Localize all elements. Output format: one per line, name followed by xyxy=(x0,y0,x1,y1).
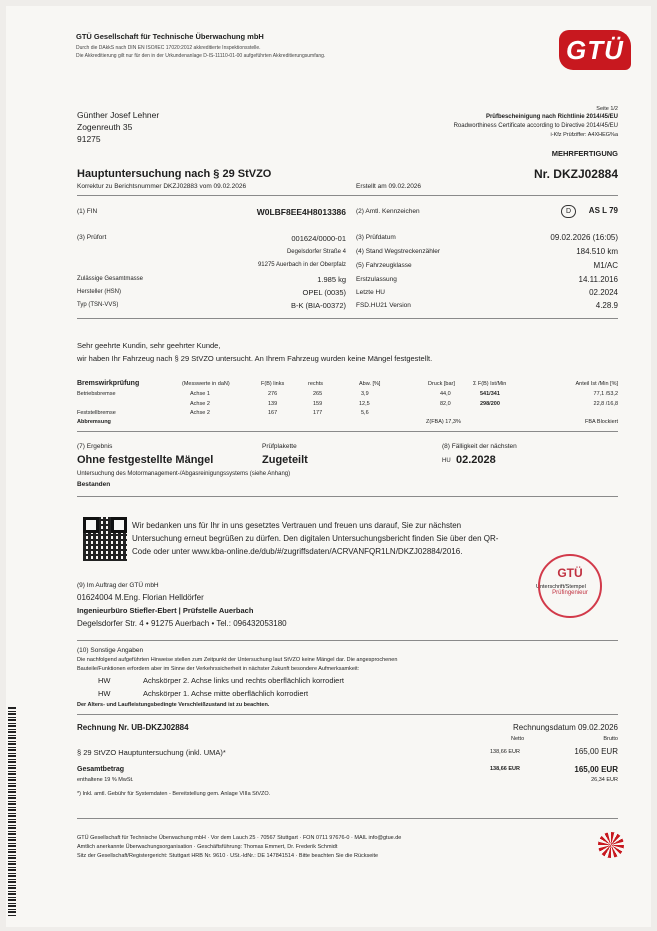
fba-value: FBA Blockiert xyxy=(584,419,618,425)
footer-line-3: Sitz der Gesellschaft/Registergericht: Stuttgart HRB Nr. 9610 · USt.-IdNr.: DE 147841514 · Bitte beachten Sie die Rückseite xyxy=(77,853,379,859)
thanks-line-2: Untersuchung erneut begrüßen zu dürfen. Den digitalen Untersuchungsbericht finden Sie über den QR- xyxy=(132,534,499,543)
note-1-text: Achskörper 2. Achse links und rechts oberflächlich korrodiert xyxy=(143,676,344,685)
brake-row-2-druck: 82,0 xyxy=(440,401,451,407)
divider xyxy=(77,318,618,319)
invoice-brutto-label: Brutto xyxy=(603,736,618,742)
brakes-col-links: F(B) links xyxy=(261,381,285,387)
abbremsung-label: Abbremsung xyxy=(77,419,111,425)
pruefort-id: 001624/0000-01 xyxy=(291,234,346,243)
erstzulassung-value: 14.11.2016 xyxy=(578,275,618,284)
footer-line-2: Amtlich anerkannte Überwachungsorganisation · Geschäftsführung: Thomas Emmert, Dr. Frederik Schmidt xyxy=(77,844,338,850)
document-page xyxy=(6,6,651,927)
inspector-address: Degelsdorfer Str. 4 • 91275 Auerbach • Tel.: 096432053180 xyxy=(77,619,287,628)
invoice-netto-label: Netto xyxy=(511,736,525,742)
license-plate xyxy=(561,205,576,218)
bestanden-label: Bestanden xyxy=(77,481,111,488)
recipient-street: Zogenreuth 35 xyxy=(77,122,133,132)
brakes-title: Bremswirkprüfung xyxy=(77,380,140,387)
certificate-title: Prüfbescheinigung nach Richtlinie 2014/45/EU xyxy=(485,114,618,120)
brake-row-1-anteil: 77,1 /53,2 xyxy=(593,391,618,397)
ergebnis-value: Ohne festgestellte Mängel xyxy=(77,454,214,466)
brakes-col-abw: Abw. [%] xyxy=(359,381,381,387)
brake-row-2-rechts: 159 xyxy=(313,401,323,407)
thanks-line-3[interactable]: Code oder unter www.kba-online.de/dub/#/zugriffsdaten/ACRVANFQR1LN/DKZJ02884/2016. xyxy=(132,547,463,556)
report-number: Nr. DKZJ02884 xyxy=(533,167,618,181)
note-1-code: HW xyxy=(98,676,111,685)
brake-row-3-achse: Achse 2 xyxy=(190,410,210,416)
fin-label: (1) FIN xyxy=(77,208,98,215)
report-created: Erstellt am 09.02.2026 xyxy=(356,183,422,190)
letzte-hu-value: 02.2024 xyxy=(589,288,618,297)
invoice-item: § 29 StVZO Hauptuntersuchung (inkl. UMA)* xyxy=(77,748,226,757)
brake-row-1-achse: Achse 1 xyxy=(190,391,210,397)
brake-row-3-links: 167 xyxy=(268,410,278,416)
invoice-total-label: Gesamtbetrag xyxy=(77,766,125,773)
hu-label: HU xyxy=(442,458,451,464)
notes-age: Der Alters- und Laufleistungsbedingte Verschleißzustand ist zu beachten. xyxy=(77,702,270,708)
invoice-item-netto: 138,66 EUR xyxy=(490,749,520,755)
plate-value: AS L 79 xyxy=(588,206,618,215)
brake-row-1-sum: 541/341 xyxy=(480,391,500,397)
note-2-code: HW xyxy=(98,689,111,698)
pruefort-street: Degelsdorfer Straße 4 xyxy=(286,249,346,255)
invoice-footnote: *) Inkl. amtl. Gebühr für Systemdaten - Bereitstellung gem. Anlage VIIIa StVZO. xyxy=(77,791,271,797)
typ-value: B-K (BIA-00372) xyxy=(290,301,346,310)
km-value: 184.510 km xyxy=(576,247,618,256)
pruefort-label: (3) Prüfort xyxy=(77,234,107,241)
feststellbremse-label: Feststellbremse xyxy=(77,410,116,416)
brakes-col-rechts: rechts xyxy=(308,381,323,387)
divider xyxy=(77,640,618,641)
brake-row-2-abw: 12,5 xyxy=(359,401,370,407)
plakette-label: Prüfplakette xyxy=(262,443,297,450)
notes-text-1: Die nachfolgend aufgeführten Hinweise stellen zum Zeitpunkt der Untersuchung laut StVZO keine Mängel dar. Die angesprochenen xyxy=(77,657,398,663)
brake-row-1-links: 276 xyxy=(268,391,278,397)
greeting-line-2: wir haben Ihr Fahrzeug nach § 29 StVZO untersucht. An Ihrem Fahrzeug wurden keine Mängel festgestellt. xyxy=(77,354,433,363)
plate-country: D xyxy=(566,208,572,215)
faellig-label: (8) Fälligkeit der nächsten xyxy=(442,443,517,450)
brake-row-2-links: 139 xyxy=(268,401,278,407)
brake-row-2-achse: Achse 2 xyxy=(190,401,210,407)
gesamtmasse-value: 1.985 kg xyxy=(317,275,346,284)
note-2-text: Achskörper 1. Achse mitte oberflächlich korrodiert xyxy=(143,689,309,698)
gesamtmasse-label: Zulässige Gesamtmasse xyxy=(77,276,144,282)
auftrag-label: (9) Im Auftrag der GTÜ mbH xyxy=(77,582,159,589)
divider xyxy=(77,431,618,432)
invoice-total-netto: 138,66 EUR xyxy=(490,766,520,772)
invoice-date: Rechnungsdatum 09.02.2026 xyxy=(513,723,618,732)
divider xyxy=(77,714,618,715)
invoice-title: Rechnung Nr. UB-DKZJ02884 xyxy=(77,723,189,732)
km-label: (4) Stand Wegstreckenzähler xyxy=(356,248,441,255)
inspector-name: 01624004 M.Eng. Florian Helldörfer xyxy=(77,593,204,602)
fin-value: W0LBF8EE4H8013386 xyxy=(256,207,346,217)
brakes-col-druck: Druck [bar] xyxy=(428,381,455,387)
zfba-value: Z(FBA) 17,3% xyxy=(426,419,461,425)
brake-row-2-anteil: 22,8 /16,8 xyxy=(593,401,618,407)
brakes-col-anteil: Anteil Ist /Min [%] xyxy=(575,381,618,387)
typ-label: Typ (TSN-VVS) xyxy=(77,302,119,308)
company-name: GTÜ Gesellschaft für Technische Überwachung mbH xyxy=(76,32,264,41)
gtu-logo: GTÜ xyxy=(559,30,631,70)
copy-label: MEHRFERTIGUNG xyxy=(551,149,618,158)
divider xyxy=(77,496,618,497)
fsd-value: 4.28.9 xyxy=(595,301,618,310)
letzte-hu-label: Letzte HU xyxy=(356,289,385,296)
inspector-stamp xyxy=(538,554,602,618)
brake-row-2-sum: 298/200 xyxy=(480,401,500,407)
ergebnis-label: (7) Ergebnis xyxy=(77,443,113,450)
report-correction: Korrektur zu Berichtsnummer DKZJ02883 vom 09.02.2026 xyxy=(77,183,247,190)
greeting-line-1: Sehr geehrte Kundin, sehr geehrter Kunde, xyxy=(77,341,221,350)
pruefdatum-label: (3) Prüfdatum xyxy=(356,234,396,241)
brakes-col-mess: (Messwerte in daN) xyxy=(182,381,230,387)
page-number: Seite 1/2 xyxy=(596,106,618,112)
stamp-bottom: Prüfingenieur xyxy=(552,590,588,596)
brake-row-1-rechts: 265 xyxy=(313,391,323,397)
recipient-zip: 91275 xyxy=(77,134,101,144)
stamp-top: GTÜ xyxy=(557,566,583,580)
inspector-office: Ingenieurbüro Stiefler-Ebert | Prüfstelle Auerbach xyxy=(77,606,254,615)
footer-line-1: GTÜ Gesellschaft für Technische Überwachung mbH · Vor dem Lauch 25 · 70567 Stuttgart · FON 0711 97676-0 · MAIL info@gtue.de xyxy=(77,835,402,841)
accreditation-line-2: Die Akkreditierung gilt nur für den in der Urkundenanlage D-IS-11110-01-00 aufgeführten Akkreditierungsumfang. xyxy=(76,53,326,59)
plate-label: (2) Amtl. Kennzeichen xyxy=(356,208,420,215)
brake-row-3-rechts: 177 xyxy=(313,410,323,416)
thanks-line-1: Wir bedanken uns für Ihr in uns gesetztes Vertrauen und freuen uns darauf, Sie zur nächsten xyxy=(132,521,462,530)
invoice-item-brutto: 165,00 EUR xyxy=(574,747,618,756)
notes-text-2: Bauteile/Funktionen erfordern aber im Sinne der Verkehrssicherheit in nächster Zukunft besondere Aufmerksamkeit: xyxy=(77,666,360,672)
gtu-seal-icon xyxy=(598,832,624,858)
divider xyxy=(77,818,618,819)
invoice-total-brutto: 165,00 EUR xyxy=(574,765,618,774)
brake-row-1-abw: 3,9 xyxy=(361,391,369,397)
hu-value: 02.2028 xyxy=(456,454,496,466)
brake-row-3-abw: 5,6 xyxy=(361,410,369,416)
invoice-vat-label: enthaltene 19 % MwSt. xyxy=(77,777,134,783)
signature-label: Unterschrift/Stempel xyxy=(536,584,586,590)
qr-code[interactable] xyxy=(83,517,127,561)
side-barcode xyxy=(8,706,16,916)
accreditation-line-1: Durch die DAkkS nach DIN EN ISO/IEC 17020:2012 akkreditierte Inspektionsstelle. xyxy=(76,45,261,51)
divider xyxy=(77,195,618,196)
fsd-label: FSD.HU21 Version xyxy=(356,302,411,309)
certificate-subtitle: Roadworthiness Certificate according to Directive 2014/45/EU xyxy=(453,123,618,129)
invoice-vat: 26,34 EUR xyxy=(591,777,618,783)
pruefdatum-value: 09.02.2026 (16:05) xyxy=(550,233,618,242)
umwelt-line: Untersuchung des Motormanagement-/Abgasreinigungssystems (siehe Anhang) xyxy=(77,471,291,477)
hersteller-value: OPEL (0035) xyxy=(302,288,346,297)
brakes-col-sum: Σ F(B) Ist/Min xyxy=(473,381,507,387)
plakette-value: Zugeteilt xyxy=(262,454,308,466)
pruefort-city: 91275 Auerbach in der Oberpfalz xyxy=(257,262,346,268)
hersteller-label: Hersteller (HSN) xyxy=(77,289,122,295)
klasse-label: (5) Fahrzeugklasse xyxy=(356,262,412,269)
kfz-code: i-Kfz Prüfziffer: A4XHEG%a xyxy=(550,132,618,138)
report-title: Hauptuntersuchung nach § 29 StVZO xyxy=(77,168,272,180)
erstzulassung-label: Erstzulassung xyxy=(356,276,397,283)
recipient-name: Günther Josef Lehner xyxy=(77,110,160,120)
betriebsbremse-label: Betriebsbremse xyxy=(77,391,116,397)
notes-title: (10) Sonstige Angaben xyxy=(77,647,144,654)
klasse-value: M1/AC xyxy=(593,261,618,270)
brake-row-1-druck: 44,0 xyxy=(440,391,451,397)
